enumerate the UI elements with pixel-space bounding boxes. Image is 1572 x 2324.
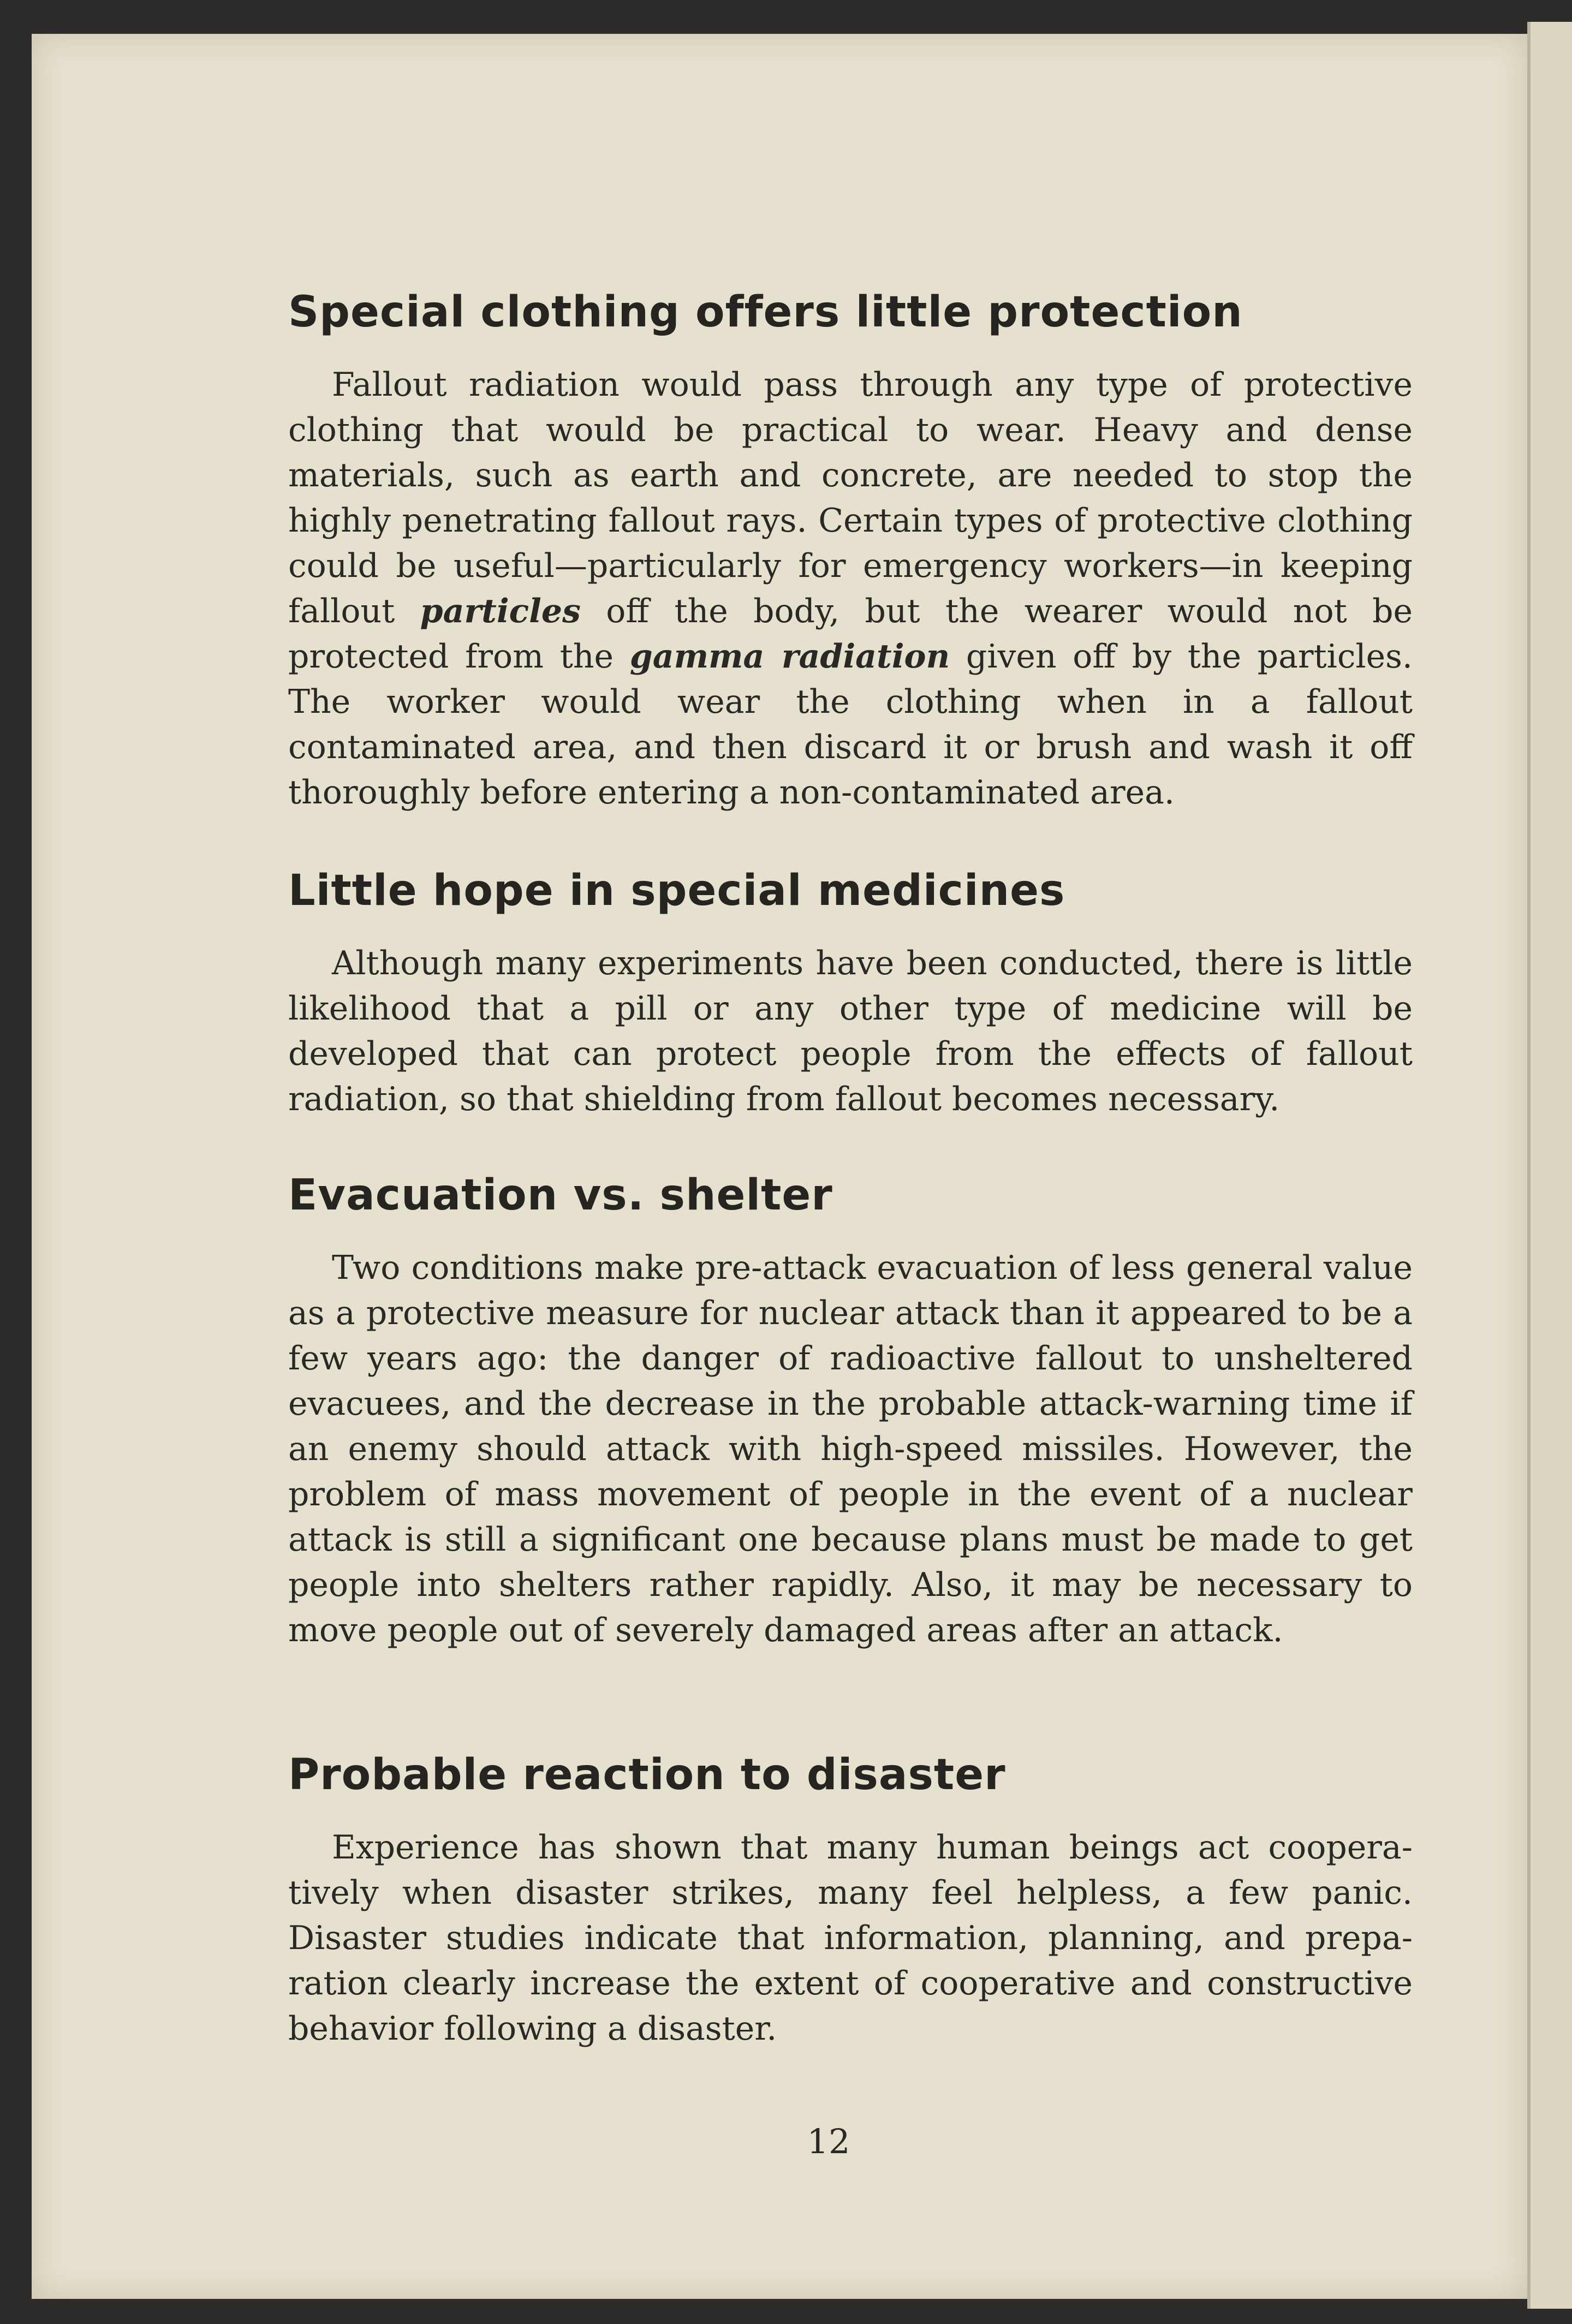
facing-page-edge (1527, 22, 1572, 2309)
page-number: 12 (807, 2122, 850, 2161)
section-heading: Little hope in special medicines (288, 866, 1065, 915)
section-paragraph: Experience has shown that many human beings act cooperatively when disaster strikes, many feel helpless, a few panic. Disaster studies indicate that information, planning, and preparation clearly increase the extent of cooperative and constructive behavior following a disaster. (288, 1828, 1413, 2048)
italic-term: gamma radiation (629, 637, 950, 676)
section-special-medicines (288, 863, 1413, 1122)
paragraph-text: off the body, but the wearer would not be protected from the (288, 592, 1413, 676)
section-paragraph: Two conditions make pre-attack evacuation of less general value as a protective measure for nuclear attack than it appeared to be a few years ago: the danger of radioactive fallout to unsheltered evacuees, and the decrease in the probable attack-warning time if an enemy should attack with high-speed missiles. However, the problem of mass movement of people in the event of a nuclear attack is still a significant one because plans must be made to get people into shelters rather rapidly. Also, it may be necessary to move people out of severely damaged areas after an attack. (288, 1249, 1413, 1649)
section-special-clothing (288, 285, 1413, 815)
paragraph-text: given off by the particles. The worker would wear the clothing when in a fallout contaminated area, and then discard it or brush and wash it off thoroughly before entering a non-contaminated area. (288, 637, 1413, 812)
italic-term: particles (420, 592, 581, 630)
section-evacuation (288, 1168, 1413, 1653)
section-paragraph (288, 362, 1413, 815)
document-page (32, 34, 1527, 2299)
section-heading: Special clothing offers little protection (288, 288, 1243, 337)
section-heading: Evacuation vs. shelter (288, 1171, 833, 1220)
paragraph-text: Fallout radiation would pass through any type of protective clothing that would be practical to wear. Heavy and dense materials, such as earth and concrete, are needed to stop the highly penetrating fallout rays. Certain types of protective clothing could be useful—particularly for emergency workers—in keeping fallout (288, 366, 1413, 630)
section-disaster-reaction (288, 1748, 1413, 2052)
section-heading: Probable reaction to disaster (288, 1750, 1006, 1799)
section-paragraph: Although many experiments have been conducted, there is little likelihood that a pill or any other type of medicine will be developed that can protect people from the effects of fallout radiation, so that shielding from fallout becomes necessary. (288, 944, 1413, 1118)
